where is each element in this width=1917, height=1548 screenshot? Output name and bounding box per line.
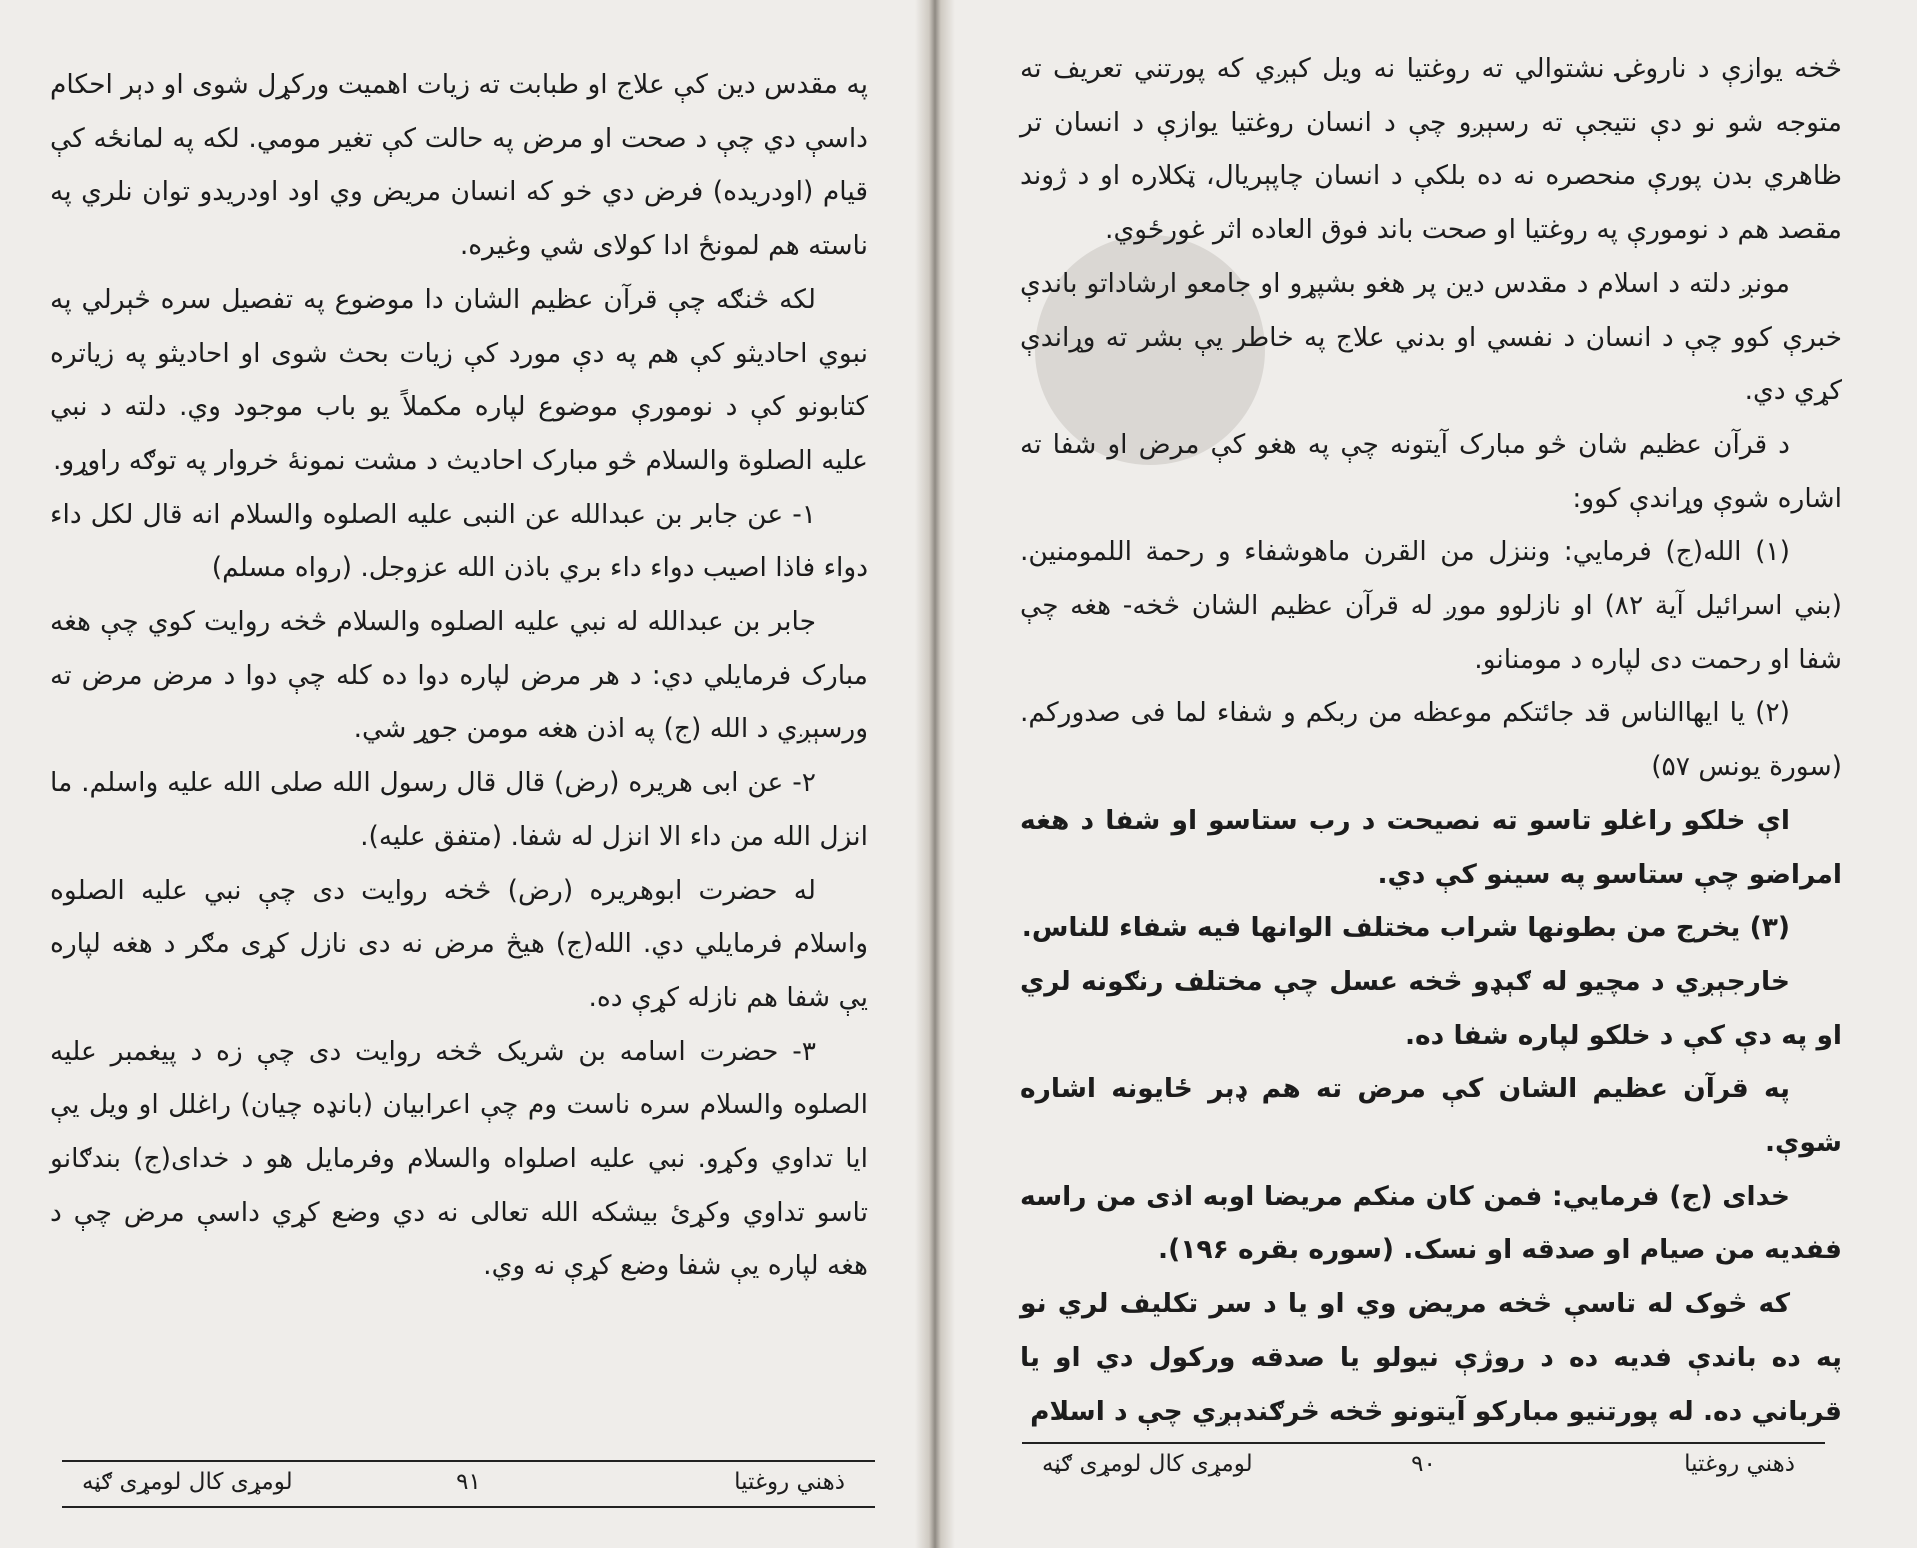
right-paragraph-1: څخه يوازې د ناروغۍ نشتوالي ته روغتيا نه ويل کېږي که پورتني تعريف ته متوجه شو نو دې نتيجې ته رسېږو چې د انسان روغتيا يوازې د انسان تر ظاهري بدن پورې منحصره نه ده بلکې د انسان چاپېريال، ټکلاره او د ژوند مقصد هم د نومورې په روغتيا او صحت باند فوق العاده اثر غورځوي. (1020, 53, 1842, 246)
left-page-footer (62, 1460, 875, 1508)
book-title: لومړی کال لومړی ګڼه (1042, 1451, 1253, 1477)
right-paragraph-9: په قرآن عظيم الشان کې مرض ته هم ډېر ځايونه اشاره شوې. (1020, 1073, 1842, 1159)
book-title: لومړی کال لومړی ګڼه (82, 1469, 293, 1495)
right-paragraph-2: مونږ دلته د اسلام د مقدس دين پر هغو بشپړو او جامعو ارشاداتو باندې خبرې کوو چې د انسان د نفسي او بدني علاج په خاطر يې بشر ته وړاندې کړي دي. (1020, 267, 1842, 407)
running-title: ذهني روغتيا (734, 1469, 845, 1495)
right-paragraph-6: اې خلکو راغلو تاسو ته نصيحت د رب ستاسو او شفا د هغه امراضو چې ستاسو په سينو کې دي. (1020, 804, 1842, 890)
right-paragraph-4: (۱) الله(ج) فرمايي: وننزل من القرن ماهوشفاء و رحمة اللمومنين. (بني اسرائيل آية ۸۲) او نازلوو موږ له قرآن عظيم الشان څخه- هغه چې شفا او رحمت دی لپاره د مومنانو. (1020, 536, 1842, 675)
page-number: ۹۰ (1411, 1451, 1436, 1477)
right-paragraph-7: (۳) يخرج من بطونها شراب مختلف الوانها فيه شفاء للناس. (1021, 912, 1790, 944)
right-paragraph-5: (۲) يا ايهاالناس قد جائتکم موعظه من ربکم و شفاء لما فی صدورکم. (سورة يونس ۵۷) (1020, 697, 1842, 783)
right-paragraph-10: خدای (ج) فرمايي: فمن کان منکم مريضا اوبه اذی من راسه ففديه من صيام او صدقه او نسک. (سوره بقره ۱۹۶). (1020, 1180, 1842, 1266)
left-page-body (50, 58, 868, 1293)
left-paragraph-2: لکه څنګه چې قرآن عظيم الشان دا موضوع په تفصيل سره څېرلي په نبوي احاديثو کې هم په دې مورد کې زيات بحث شوی او احاديثو په زياتره کتابونو کې د نومورې موضوع لپاره مکملاً يو باب موجود وي. دلته د نبي عليه الصلوة والسلام څو مبارک احاديث د مشت نمونهٔ خروار په توګه راوړو. (50, 283, 868, 476)
right-page-body (1020, 42, 1842, 1438)
running-title: ذهني روغتيا (1684, 1451, 1795, 1477)
right-paragraph-8: خارجېږي د مچيو له ګېډو څخه عسل چې مختلف رنګونه لري او په دې کې د خلکو لپاره شفا ده. (1020, 965, 1842, 1051)
left-paragraph-5: ۲- عن ابی هريره (رض) قال قال رسول الله صلی الله عليه واسلم. ما انزل الله من داء الا انزل له شفا. (متفق عليه). (50, 767, 868, 852)
left-paragraph-6: له حضرت ابوهريره (رض) څخه روايت دی چې نبي عليه الصلوه واسلام فرمايلي دي. الله(ج) هيڅ مرض نه دی نازل کړی مګر د هغه لپاره يې شفا هم نازله کړې ده. (50, 874, 868, 1013)
right-page-footer (1022, 1442, 1825, 1488)
left-paragraph-7: ۳- حضرت اسامه بن شريک څخه روايت دی چې زه د پيغمبر عليه الصلوه والسلام سره ناست وم چې اعرابيان (بانډه چيان) راغلل او ويل يې ايا تداوي وکړو. نبي عليه اصلواه والسلام وفرمايل هو د خدای(ج) بندګانو تاسو تداوي وکړئ بيشکه الله تعالی نه دي وضع کړي داسې مرض چې د هغه لپاره يې شفا وضع کړې نه وي. (50, 1035, 868, 1282)
left-paragraph-1: په مقدس دين کې علاج او طبابت ته زيات اهميت ورکړل شوی او دېر احکام داسې دي چې د صحت او مرض په حالت کې تغير مومي. لکه په لمانځه کې قيام (اودريده) فرض دي خو که انسان مريض وي اود اودريدو توان نلري په ناسته هم لمونځ ادا کولای شي وغيره. (50, 69, 868, 262)
page-number: ۹۱ (456, 1469, 481, 1495)
book-gutter (915, 0, 955, 1548)
left-paragraph-4: جابر بن عبدالله له نبي عليه الصلوه والسلام څخه روايت کوي چې هغه مبارک فرمايلي دي: د هر مرض لپاره دوا ده کله چې دوا د مرض مرض ته ورسېږي د الله (ج) په اذن هغه مومن جوړ شي. (50, 606, 868, 745)
right-paragraph-11: که څوک له تاسې څخه مريض وي او يا د سر تکليف لري نو په ده باندې فديه ده د روژې نيولو يا صدقه ورکول دي او يا قرباني ده. له پورتنيو مبارکو آيتونو څخه څرګندېږي چې د اسلام (1020, 1288, 1842, 1427)
left-paragraph-3: ۱- عن جابر بن عبدالله عن النبی عليه الصلوه والسلام انه قال لکل داء دواء فاذا اصيب دواء داء بري باذن الله عزوجل. (رواه مسلم) (50, 498, 868, 584)
left-page (0, 0, 930, 1548)
right-paragraph-3: د قرآن عظيم شان څو مبارک آيتونه چې په هغو کې مرض او شفا ته اشاره شوې وړاندې کوو: (1020, 428, 1842, 514)
